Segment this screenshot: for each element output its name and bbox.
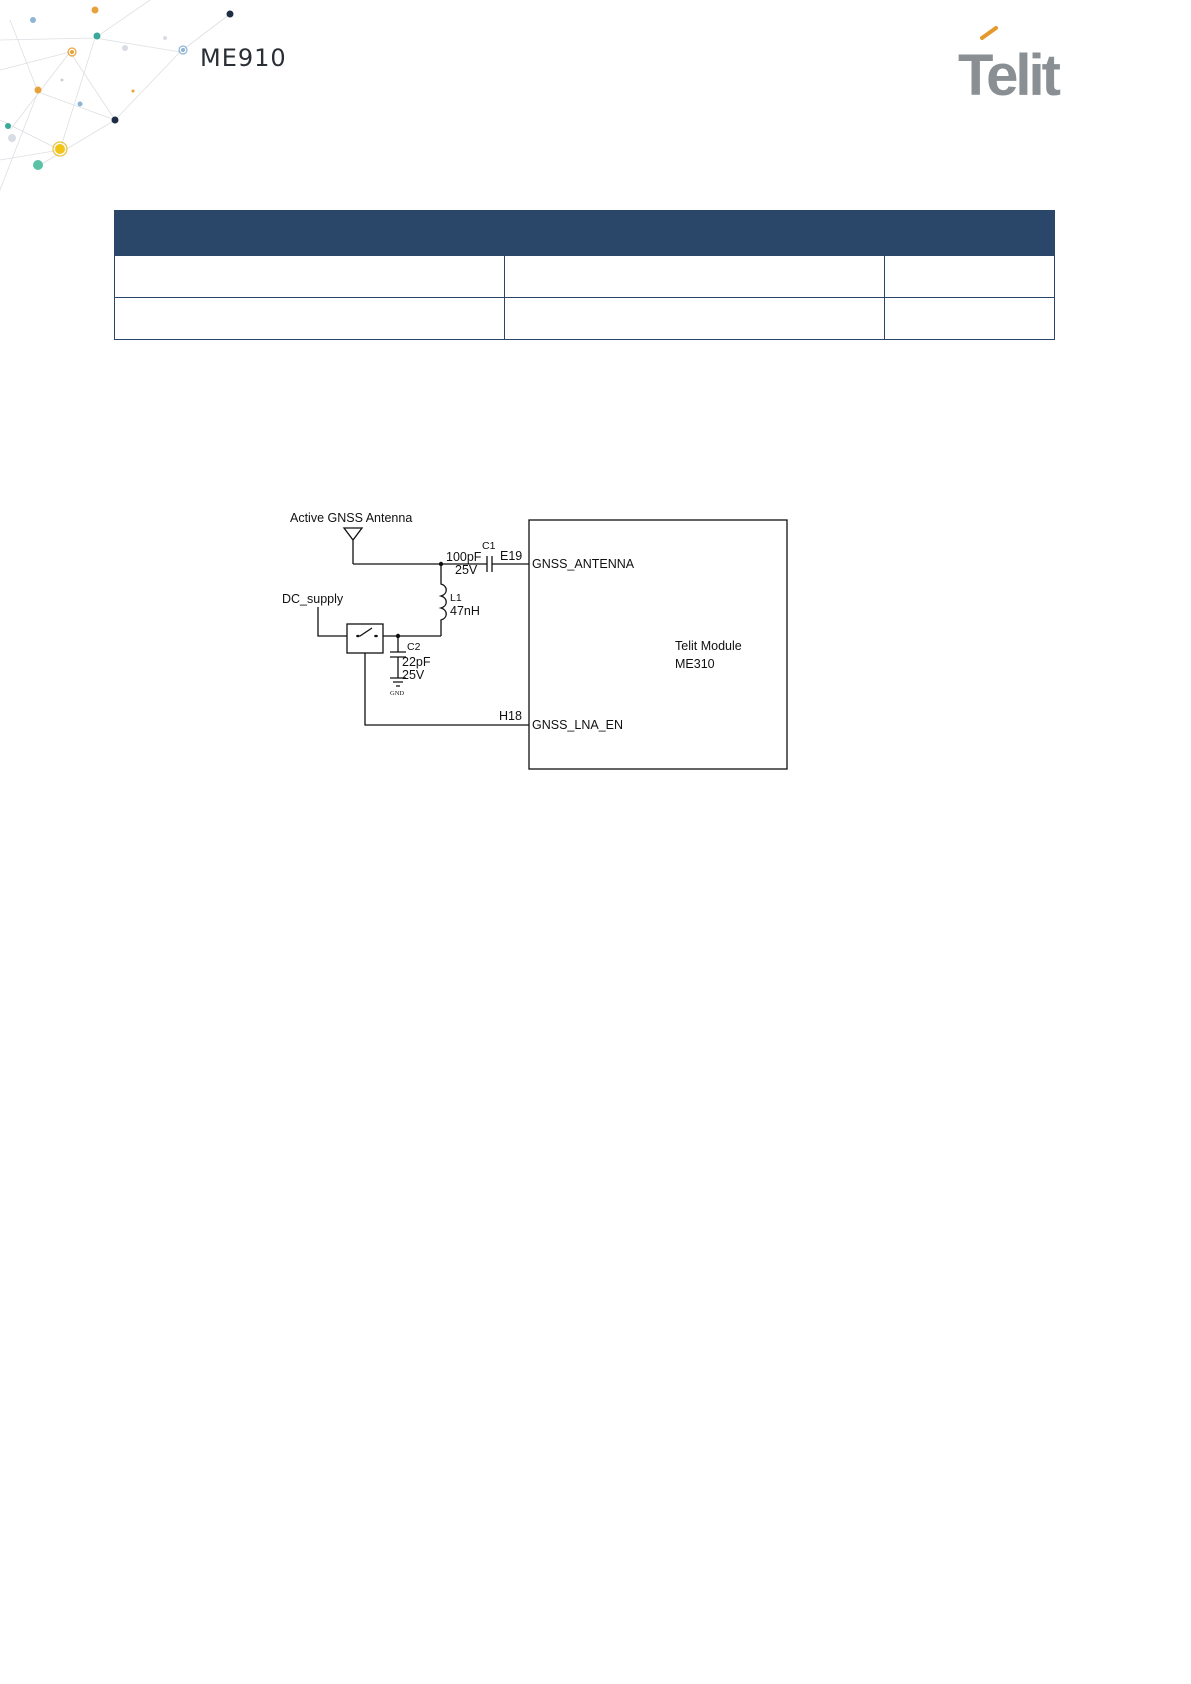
- header-network-decoration: [0, 0, 260, 200]
- document-title: ME910: [200, 44, 287, 72]
- l1-value: 47nH: [450, 604, 480, 618]
- gnss-antenna-schematic: [270, 500, 800, 780]
- dc-supply-label: DC_supply: [282, 592, 344, 606]
- c2-ref: C2: [407, 641, 421, 653]
- l1-inductor: [441, 564, 446, 636]
- l1-ref: L1: [450, 592, 462, 604]
- table-cell: [884, 298, 1054, 340]
- net-gnss-antenna: GNSS_ANTENNA: [532, 557, 635, 571]
- lna-switch: [347, 624, 383, 653]
- table-header-cell: [115, 211, 1055, 256]
- pin-h18: H18: [499, 709, 522, 723]
- telit-logo: [958, 24, 1080, 99]
- table-cell: [505, 256, 885, 298]
- module-label-line2: ME310: [675, 657, 715, 671]
- c1-value: 100pF: [446, 550, 482, 564]
- spec-table: [114, 210, 1055, 340]
- table-cell: [505, 298, 885, 340]
- wire-dc-supply: [318, 607, 347, 636]
- module-label-line1: Telit Module: [675, 639, 742, 653]
- svg-text:Telit: Telit: [958, 43, 1058, 99]
- c1-voltage: 25V: [455, 563, 478, 577]
- pin-e19: E19: [500, 549, 523, 563]
- c2-voltage: 25V: [402, 668, 425, 682]
- table-row: [115, 256, 1055, 298]
- table-row: [115, 298, 1055, 340]
- table-cell: [115, 298, 505, 340]
- antenna-label: Active GNSS Antenna: [290, 511, 413, 525]
- table-cell: [115, 256, 505, 298]
- gnd-label: GND: [390, 690, 405, 697]
- c1-ref: C1: [482, 540, 496, 552]
- switch-contact: [356, 628, 378, 636]
- table-cell: [884, 256, 1054, 298]
- antenna-symbol: [344, 528, 362, 564]
- table-header-row: [115, 211, 1055, 256]
- c2-value: 22pF: [402, 655, 431, 669]
- net-gnss-lna-en: GNSS_LNA_EN: [532, 718, 624, 732]
